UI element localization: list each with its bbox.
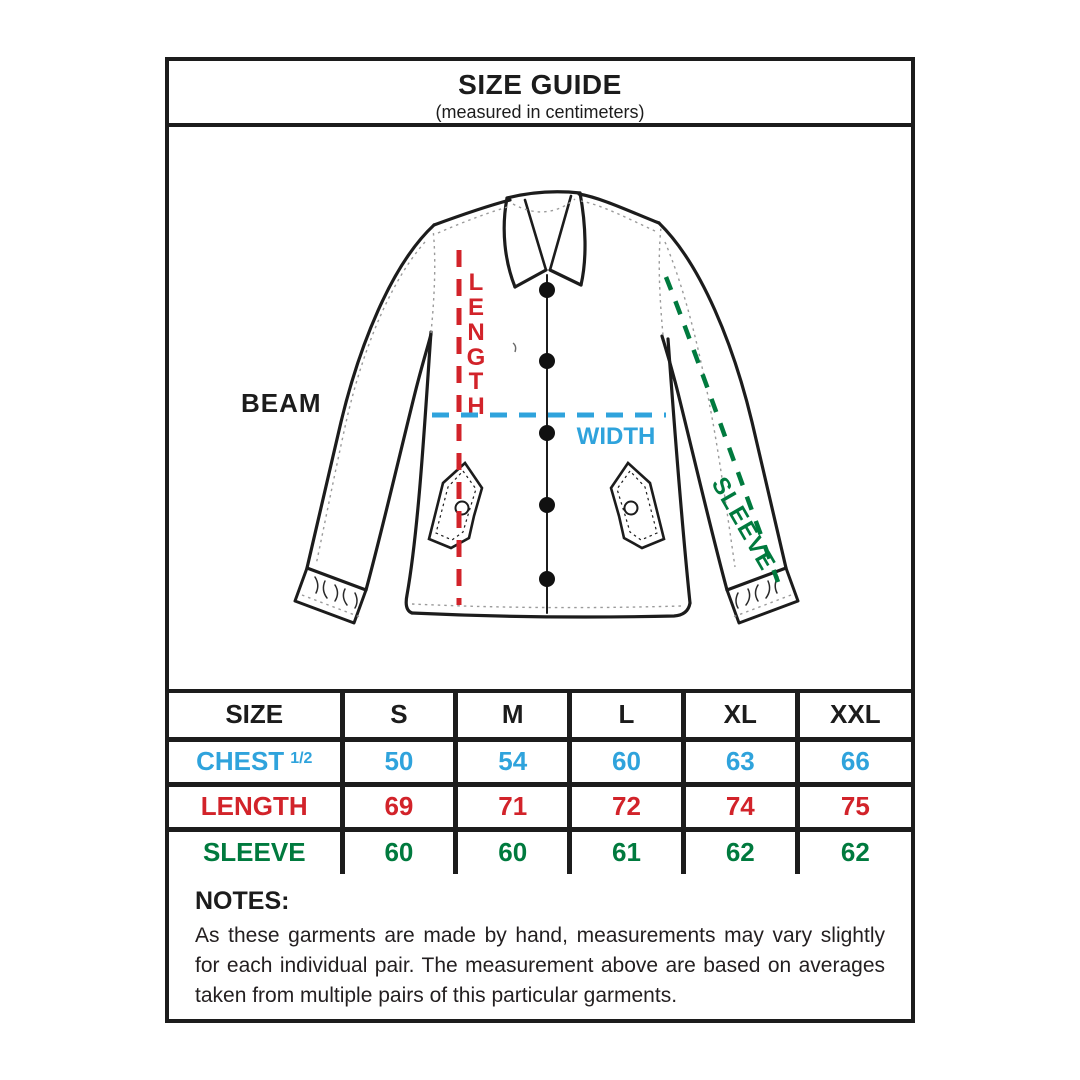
- svg-text:L: L: [468, 269, 484, 296]
- chest-value-xxl: 66: [797, 739, 911, 784]
- size-table: [169, 693, 911, 874]
- table-row-sleeve: [169, 829, 911, 874]
- chest-value-m: 54: [456, 739, 570, 784]
- page-subtitle: (measured in centimeters): [435, 102, 645, 122]
- svg-text:H: H: [467, 393, 485, 420]
- col-header-xxl: XXL: [797, 693, 911, 739]
- col-header-size: SIZE: [225, 699, 284, 730]
- sleeve-value-l: 61: [570, 829, 684, 874]
- row-label-chest: [169, 739, 342, 784]
- page-title: SIZE GUIDE: [458, 69, 622, 100]
- notes-body: As these garments are made by hand, measurements may vary slightly for each individual pair. The measurement above are based on averages taken from multiple pairs of this particular garments.: [195, 924, 885, 1008]
- length-label: [467, 269, 486, 420]
- length-value-s: 69: [342, 784, 456, 829]
- svg-text:T: T: [468, 368, 484, 395]
- garment-diagram-panel: [169, 127, 911, 693]
- table-row-chest: [169, 739, 911, 784]
- chest-half-suffix: 1/2: [290, 750, 313, 767]
- header: [169, 61, 911, 127]
- brand-label: BEAM: [241, 388, 322, 418]
- col-header-s: S: [342, 693, 456, 739]
- length-value-m: 71: [456, 784, 570, 829]
- col-header-xl: XL: [683, 693, 797, 739]
- jacket-outline: [295, 192, 798, 623]
- table-row-length: [169, 784, 911, 829]
- notes-title: NOTES:: [195, 887, 290, 915]
- row-label-sleeve: SLEEVE: [202, 837, 306, 868]
- width-label: WIDTH: [576, 423, 656, 450]
- length-measure: [459, 250, 485, 605]
- row-label-length: LENGTH: [200, 791, 308, 821]
- length-value-xl: 74: [683, 784, 797, 829]
- chest-value-s: 50: [342, 739, 456, 784]
- col-header-m: M: [456, 693, 570, 739]
- jacket-illustration: [169, 127, 911, 689]
- svg-text:E: E: [467, 294, 485, 321]
- sleeve-value-m: 60: [456, 829, 570, 874]
- sleeve-value-xl: 62: [683, 829, 797, 874]
- row-label-text: CHEST: [196, 746, 285, 776]
- svg-text:G: G: [466, 344, 486, 371]
- notes-section: [169, 874, 911, 1019]
- size-guide-sheet: [165, 57, 915, 1023]
- sleeve-value-xxl: 62: [797, 829, 911, 874]
- size-table-header-row: [169, 693, 911, 739]
- sleeve-value-s: 60: [342, 829, 456, 874]
- length-value-l: 72: [570, 784, 684, 829]
- col-header-l: L: [570, 693, 684, 739]
- sleeve-label: SLEEVE: [705, 472, 782, 576]
- chest-value-l: 60: [570, 739, 684, 784]
- length-value-xxl: 75: [797, 784, 911, 829]
- chest-value-xl: 63: [683, 739, 797, 784]
- svg-text:N: N: [467, 319, 485, 346]
